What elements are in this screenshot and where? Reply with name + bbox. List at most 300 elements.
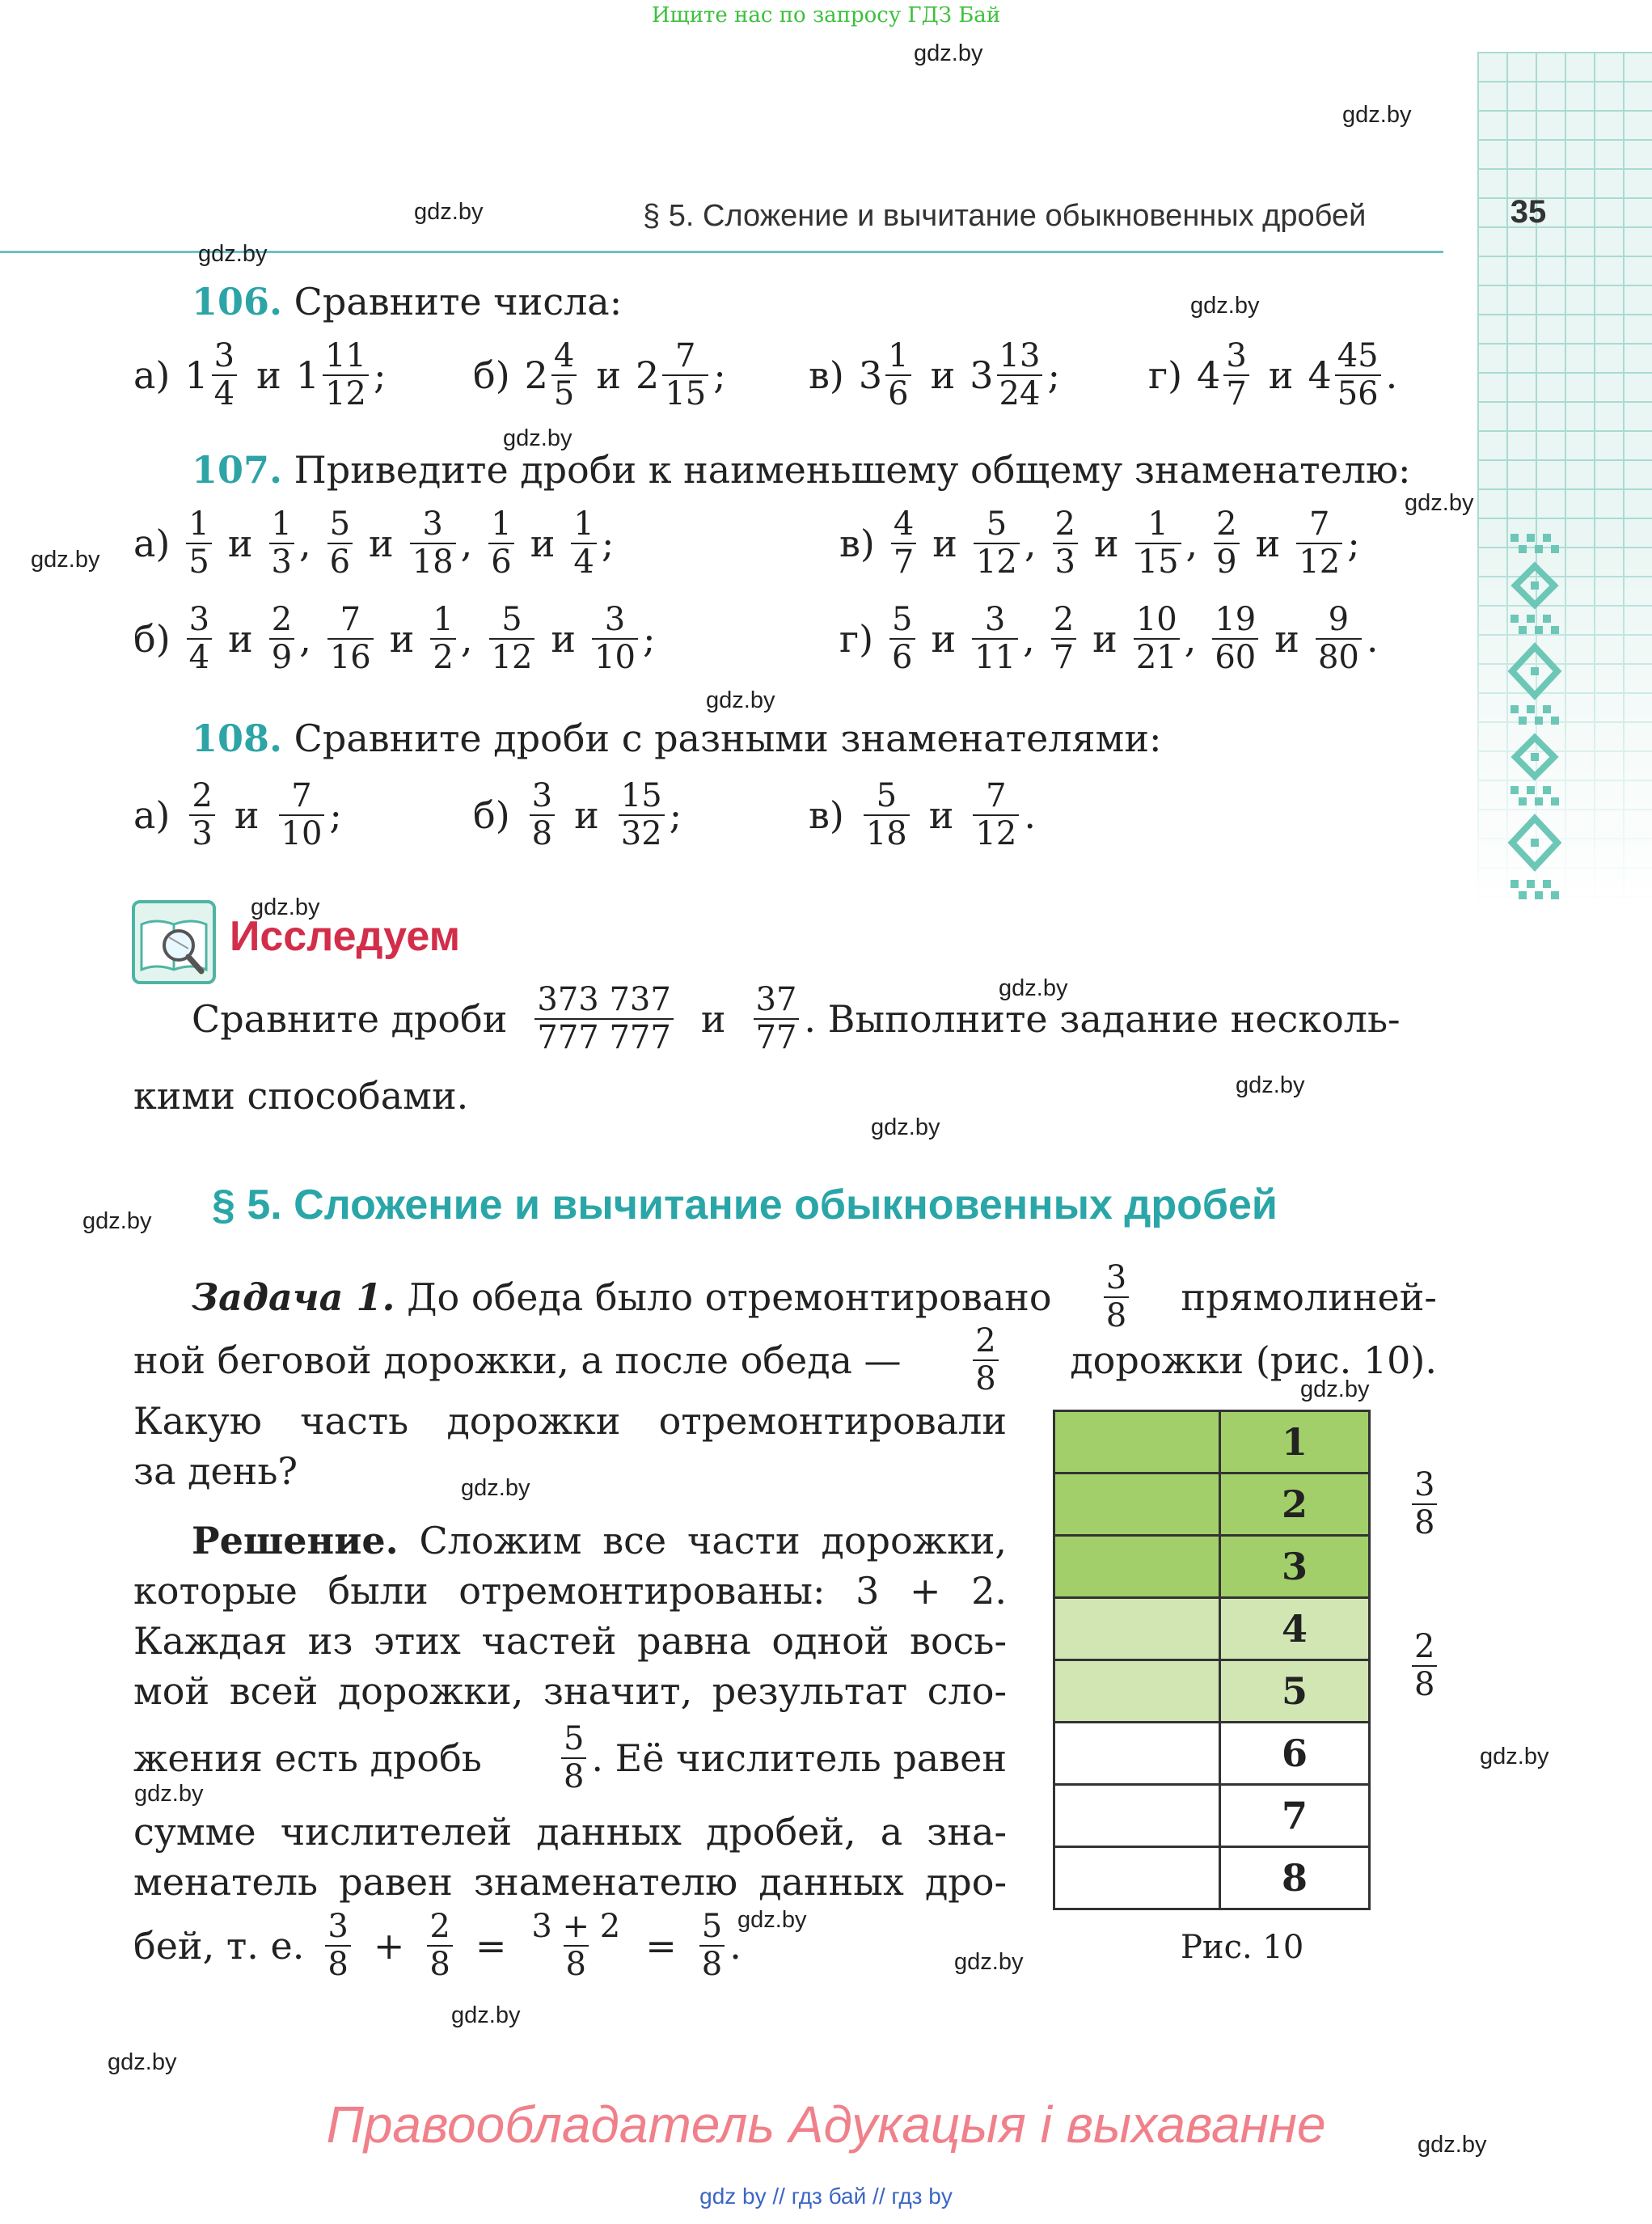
denominator: 56 [1335, 374, 1381, 411]
solution-line-8 [133, 1910, 741, 1981]
equals-sign: = [645, 1923, 677, 1968]
exercise-107-pairs [133, 505, 615, 581]
numerator: 1 [573, 505, 594, 543]
solution-line-4: мой всей дорожки, значит, результат сло- [133, 1669, 1007, 1713]
whole-part: 2 [524, 353, 548, 397]
denominator: 18 [864, 814, 910, 851]
solution-line-1 [192, 1516, 1007, 1566]
punctuation: ; [1347, 521, 1360, 565]
denominator: 8 [325, 1945, 350, 1981]
task-label: Задача 1. [192, 1275, 395, 1319]
fraction [187, 603, 212, 674]
fraction [1135, 505, 1181, 581]
watermark: gdz.by [108, 2049, 177, 2075]
item-label: б) [473, 793, 510, 837]
fraction [1296, 505, 1342, 581]
exercise-108-item [473, 777, 682, 852]
denominator: 9 [1214, 543, 1239, 579]
and-word: и [1274, 616, 1299, 661]
period: . [729, 1923, 741, 1968]
solution-text: жения есть дробь [133, 1736, 482, 1780]
task-text: дорожки (рис. 10). [1070, 1338, 1437, 1382]
fraction [430, 603, 455, 674]
watermark: gdz.by [1418, 2132, 1487, 2158]
exercise-108-items [133, 777, 1265, 869]
and-word: и [574, 793, 599, 837]
punctuation: ; [601, 521, 615, 565]
item-label: а) [133, 353, 171, 397]
numerator: 2 [1054, 505, 1075, 543]
watermark: gdz.by [1236, 1072, 1305, 1098]
exercise-title: Сравните дроби с разными знаменателями: [294, 717, 1162, 760]
denominator: 3 [189, 814, 214, 851]
numerator: 45 [1337, 337, 1379, 374]
numerator: 9 [1328, 601, 1350, 638]
exercise-107-pairs [839, 505, 1360, 581]
fraction [534, 983, 673, 1055]
exercise-107-pairs [133, 603, 655, 674]
fraction [410, 505, 456, 581]
numerator: 7 [340, 601, 361, 638]
numerator: 373 737 [537, 981, 671, 1018]
punctuation: . [1366, 616, 1379, 661]
numerator: 13 [999, 337, 1041, 374]
track-segment [1054, 1536, 1220, 1598]
exercise-title: Приведите дроби к наименьшему общему знаменателю: [294, 448, 1411, 492]
watermark: gdz.by [1480, 1744, 1549, 1769]
fraction [186, 505, 211, 581]
solution-line-6: сумме числителей данных дробей, а зна- [133, 1810, 1007, 1854]
exercise-106-item [473, 337, 726, 412]
page-number: 35 [1510, 194, 1547, 230]
and-word: и [931, 616, 957, 661]
task-line-2 [133, 1322, 1437, 1397]
numerator: 1 [271, 505, 292, 543]
running-header: § 5. Сложение и вычитание обыкновенных дробей [643, 199, 1367, 233]
fraction [1412, 1466, 1437, 1541]
fraction [592, 603, 638, 674]
numerator: 2 [975, 1322, 996, 1359]
numerator: 3 [213, 337, 235, 374]
fraction [269, 505, 294, 581]
denominator: 12 [489, 638, 535, 674]
exercise-number: 108. [192, 717, 283, 760]
and-word: и [369, 521, 394, 565]
denominator: 15 [1135, 543, 1181, 579]
whole-part: 4 [1308, 353, 1332, 397]
denominator: 8 [1412, 1503, 1437, 1540]
fraction [1053, 505, 1078, 581]
numerator: 5 [701, 1908, 723, 1945]
watermark: gdz.by [706, 687, 775, 713]
fraction [619, 777, 665, 852]
numerator: 19 [1215, 601, 1257, 638]
fraction [427, 1910, 452, 1981]
punctuation: ; [329, 793, 342, 837]
fraction [327, 505, 353, 581]
figure-row [1054, 1847, 1370, 1909]
figure-caption: Рис. 10 [1181, 1929, 1304, 1966]
fraction [997, 337, 1043, 412]
research-text: . Выполните задание несколь- [804, 996, 1401, 1041]
and-word: и [551, 616, 577, 661]
whole-part: 1 [295, 353, 320, 397]
task-line-1 [192, 1259, 1437, 1334]
whole-part: 1 [184, 353, 209, 397]
punctuation: ; [642, 616, 656, 661]
exercise-108-item [809, 777, 1036, 852]
numerator: 5 [501, 601, 522, 638]
and-word: и [1092, 616, 1118, 661]
fraction [974, 505, 1020, 581]
item-label: б) [473, 353, 510, 397]
numerator: 3 + 2 [531, 1908, 621, 1945]
exercise-107-pairs [839, 603, 1378, 674]
exercise-107-row-g [839, 603, 1378, 674]
denominator: 12 [973, 814, 1019, 851]
segment-number: 2 [1220, 1474, 1370, 1536]
decorative-grid [1477, 52, 1652, 909]
exercise-107-row-a [133, 505, 615, 581]
punctuation: . [1385, 353, 1398, 397]
research-task-line-1 [192, 983, 1401, 1055]
fraction [891, 505, 916, 581]
fraction [754, 983, 800, 1055]
solution-text: бей, т. е. [133, 1923, 305, 1968]
denominator: 8 [1412, 1665, 1437, 1702]
fraction [699, 1910, 725, 1981]
exercise-number: 106. [192, 280, 283, 323]
track-segment [1054, 1411, 1220, 1474]
track-segment [1054, 1723, 1220, 1785]
denominator: 6 [889, 638, 915, 674]
comma: , [1024, 521, 1037, 565]
denominator: 21 [1134, 638, 1180, 674]
fraction [1104, 1259, 1129, 1334]
numerator: 3 [327, 1908, 349, 1945]
figure-row [1054, 1785, 1370, 1847]
solution-text: . Её числитель равен [591, 1736, 1007, 1780]
task-text: ной беговой дорожки, а после обеда — [133, 1338, 902, 1382]
numerator: 1 [188, 505, 209, 543]
fraction [1051, 603, 1076, 674]
figure-row [1054, 1598, 1370, 1660]
numerator: 2 [192, 777, 213, 814]
item-label: в) [839, 521, 875, 565]
item-label: б) [133, 616, 171, 661]
figure-row [1054, 1723, 1370, 1785]
fraction [662, 337, 708, 412]
denominator: 12 [1296, 543, 1342, 579]
figure-row [1054, 1660, 1370, 1723]
fraction [1223, 337, 1249, 412]
numerator: 2 [429, 1908, 450, 1945]
fraction [327, 603, 374, 674]
numerator: 3 [1226, 337, 1247, 374]
item-label: г) [839, 616, 874, 661]
exercise-106-item [809, 337, 1060, 412]
watermark: gdz.by [31, 547, 100, 573]
denominator: 8 [973, 1359, 998, 1396]
and-word: и [1268, 353, 1294, 397]
magnifier-book-icon [132, 900, 216, 984]
denominator: 80 [1316, 638, 1362, 674]
exercise-108-item [133, 777, 342, 852]
watermark: gdz.by [737, 1907, 807, 1933]
punctuation: ; [713, 353, 726, 397]
denominator: 5 [186, 543, 211, 579]
numerator: 2 [1053, 601, 1075, 638]
mixed-number [858, 337, 916, 412]
fraction [889, 603, 915, 674]
denominator: 15 [662, 374, 708, 411]
footer-links[interactable]: gdz by // гдз бай // гдз by [699, 2184, 953, 2209]
section-title: § 5. Сложение и вычитание обыкновенных дробей [212, 1182, 1278, 1228]
and-word: и [928, 793, 954, 837]
exercise-number: 107. [192, 448, 283, 492]
punctuation: . [1024, 793, 1036, 837]
item-label: г) [1148, 353, 1183, 397]
comma: , [298, 521, 311, 565]
exercise-108-heading [192, 717, 1161, 760]
exercise-106-heading [192, 280, 622, 323]
fraction [325, 1910, 350, 1981]
numerator: 3 [188, 601, 210, 638]
denominator: 4 [212, 374, 237, 411]
watermark: gdz.by [954, 1949, 1024, 1975]
watermark: gdz.by [1342, 102, 1412, 128]
research-title: Исследуем [230, 913, 461, 960]
fraction [1134, 603, 1180, 674]
numerator: 4 [893, 505, 915, 543]
track-segment [1054, 1598, 1220, 1660]
numerator: 2 [1414, 1628, 1435, 1665]
and-word: и [1093, 521, 1119, 565]
denominator: 8 [530, 814, 555, 851]
denominator: 7 [1223, 374, 1249, 411]
fraction [1214, 505, 1239, 581]
whole-part: 3 [970, 353, 994, 397]
fraction [1212, 603, 1258, 674]
fraction [1316, 603, 1362, 674]
denominator: 7 [1051, 638, 1076, 674]
numerator: 5 [563, 1720, 585, 1757]
whole-part: 3 [858, 353, 883, 397]
segment-number: 7 [1220, 1785, 1370, 1847]
denominator: 10 [592, 638, 638, 674]
fraction [489, 603, 535, 674]
and-word: и [930, 353, 956, 397]
segment-number: 5 [1220, 1660, 1370, 1723]
watermark: gdz.by [1300, 1376, 1370, 1402]
and-word: и [234, 793, 260, 837]
track-segment [1054, 1660, 1220, 1723]
track-segment [1054, 1847, 1220, 1909]
watermark: gdz.by [1405, 490, 1474, 516]
watermark: gdz.by [82, 1208, 152, 1234]
watermark: gdz.by [1190, 293, 1260, 319]
numerator: 15 [620, 777, 662, 814]
mixed-number [184, 337, 242, 412]
figure-label-3-8 [1407, 1466, 1442, 1541]
track-segment [1054, 1474, 1220, 1536]
denominator: 6 [488, 543, 513, 579]
numerator: 3 [1414, 1466, 1435, 1503]
denominator: 4 [187, 638, 212, 674]
numerator: 5 [892, 601, 913, 638]
fraction [864, 777, 910, 852]
watermark: gdz.by [198, 241, 268, 267]
figure-row [1054, 1474, 1370, 1536]
numerator: 5 [986, 505, 1008, 543]
research-task-line-2: кими способами. [133, 1074, 469, 1118]
fraction [973, 1322, 998, 1397]
denominator: 3 [269, 543, 294, 579]
watermark: gdz.by [414, 199, 484, 225]
mixed-number [1197, 337, 1254, 412]
numerator: 3 [422, 505, 443, 543]
watermark: gdz.by [871, 1114, 940, 1140]
exercise-106-item [133, 337, 387, 412]
numerator: 5 [329, 505, 351, 543]
comma: , [460, 616, 473, 661]
watermark: gdz.by [461, 1475, 530, 1501]
numerator: 3 [1105, 1259, 1127, 1296]
watermark: gdz.by [999, 975, 1068, 1001]
denominator: 12 [323, 374, 369, 411]
and-word: и [227, 521, 253, 565]
solution-line-2: которые были отремонтированы: 3 + 2. [133, 1569, 1007, 1613]
denominator: 777 777 [534, 1018, 673, 1055]
item-label: в) [809, 353, 844, 397]
solution-label: Решение. [192, 1519, 399, 1562]
fraction [885, 337, 911, 412]
task-line-4: за день? [133, 1449, 298, 1493]
denominator: 16 [327, 638, 374, 674]
denominator: 77 [754, 1018, 800, 1055]
numerator: 37 [755, 981, 797, 1018]
denominator: 18 [410, 543, 456, 579]
solution-line-3: Каждая из этих частей равна одной вось- [133, 1619, 1007, 1663]
denominator: 9 [269, 638, 294, 674]
numerator: 1 [491, 505, 512, 543]
numerator: 11 [325, 337, 366, 374]
punctuation: ; [373, 353, 387, 397]
item-label: в) [809, 793, 844, 837]
ornament-icon [1506, 534, 1564, 906]
top-banner: Ищите нас по запросу ГДЗ Бай [651, 3, 1001, 27]
fraction [551, 337, 577, 412]
and-word: и [530, 521, 556, 565]
numerator: 7 [291, 777, 312, 814]
denominator: 7 [891, 543, 916, 579]
item-label: а) [133, 793, 171, 837]
fraction [1335, 337, 1381, 412]
numerator: 7 [1309, 505, 1330, 543]
solution-line-5 [133, 1720, 1007, 1795]
mixed-number [970, 337, 1047, 412]
fraction [571, 505, 596, 581]
watermark: gdz.by [251, 894, 320, 920]
denominator: 11 [972, 638, 1018, 674]
denominator: 5 [551, 374, 577, 411]
fraction [972, 603, 1018, 674]
numerator: 10 [1135, 601, 1177, 638]
mixed-number [524, 337, 582, 412]
fraction [1412, 1630, 1437, 1702]
exercise-title: Сравните числа: [294, 280, 623, 323]
segment-number: 1 [1220, 1411, 1370, 1474]
and-word: и [1255, 521, 1281, 565]
denominator: 4 [571, 543, 596, 579]
punctuation: ; [669, 793, 682, 837]
task-line-3: Какую часть дорожки отремонтировали [133, 1399, 1007, 1443]
numerator: 3 [604, 601, 626, 638]
denominator: 8 [564, 1945, 589, 1981]
whole-part: 2 [636, 353, 660, 397]
exercise-106-item [1148, 337, 1398, 412]
task-text: прямолиней- [1181, 1275, 1437, 1319]
item-label: а) [133, 521, 171, 565]
comma: , [1184, 616, 1197, 661]
fraction [269, 603, 294, 674]
solution-text: Сложим все части дорожки, [419, 1519, 1007, 1562]
numerator: 1 [888, 337, 909, 374]
and-word: и [932, 521, 957, 565]
denominator: 24 [997, 374, 1043, 411]
numerator: 2 [1216, 505, 1237, 543]
denominator: 32 [619, 814, 665, 851]
fraction [189, 777, 214, 852]
watermark: gdz.by [134, 1781, 204, 1807]
and-word: и [228, 616, 253, 661]
and-word: и [389, 616, 415, 661]
denominator: 8 [1104, 1296, 1129, 1333]
figure-row [1054, 1411, 1370, 1474]
watermark: gdz.by [503, 425, 572, 451]
numerator: 3 [531, 777, 553, 814]
fraction [973, 777, 1019, 852]
numerator: 1 [433, 601, 454, 638]
fraction [488, 505, 513, 581]
denominator: 8 [561, 1757, 586, 1794]
equals-sign: = [475, 1923, 507, 1968]
watermark: gdz.by [451, 2002, 521, 2028]
denominator: 8 [699, 1945, 725, 1981]
numerator: 1 [1147, 505, 1168, 543]
numerator: 7 [986, 777, 1007, 814]
comma: , [299, 616, 311, 661]
and-word: и [596, 353, 622, 397]
research-text: Сравните дроби [192, 996, 508, 1041]
mixed-number [636, 337, 713, 412]
segment-number: 3 [1220, 1536, 1370, 1598]
numerator: 5 [876, 777, 898, 814]
mixed-number [295, 337, 374, 412]
denominator: 10 [279, 814, 325, 851]
solution-line-7: менатель равен знаменателю данных дро- [133, 1860, 1007, 1904]
punctuation: ; [1047, 353, 1060, 397]
numerator: 7 [675, 337, 696, 374]
fraction [530, 777, 555, 852]
denominator: 8 [427, 1945, 452, 1981]
comma: , [460, 521, 473, 565]
whole-part: 4 [1197, 353, 1221, 397]
denominator: 60 [1212, 638, 1258, 674]
plus-sign: + [373, 1923, 405, 1968]
fraction [323, 337, 369, 412]
comma: , [1185, 521, 1198, 565]
